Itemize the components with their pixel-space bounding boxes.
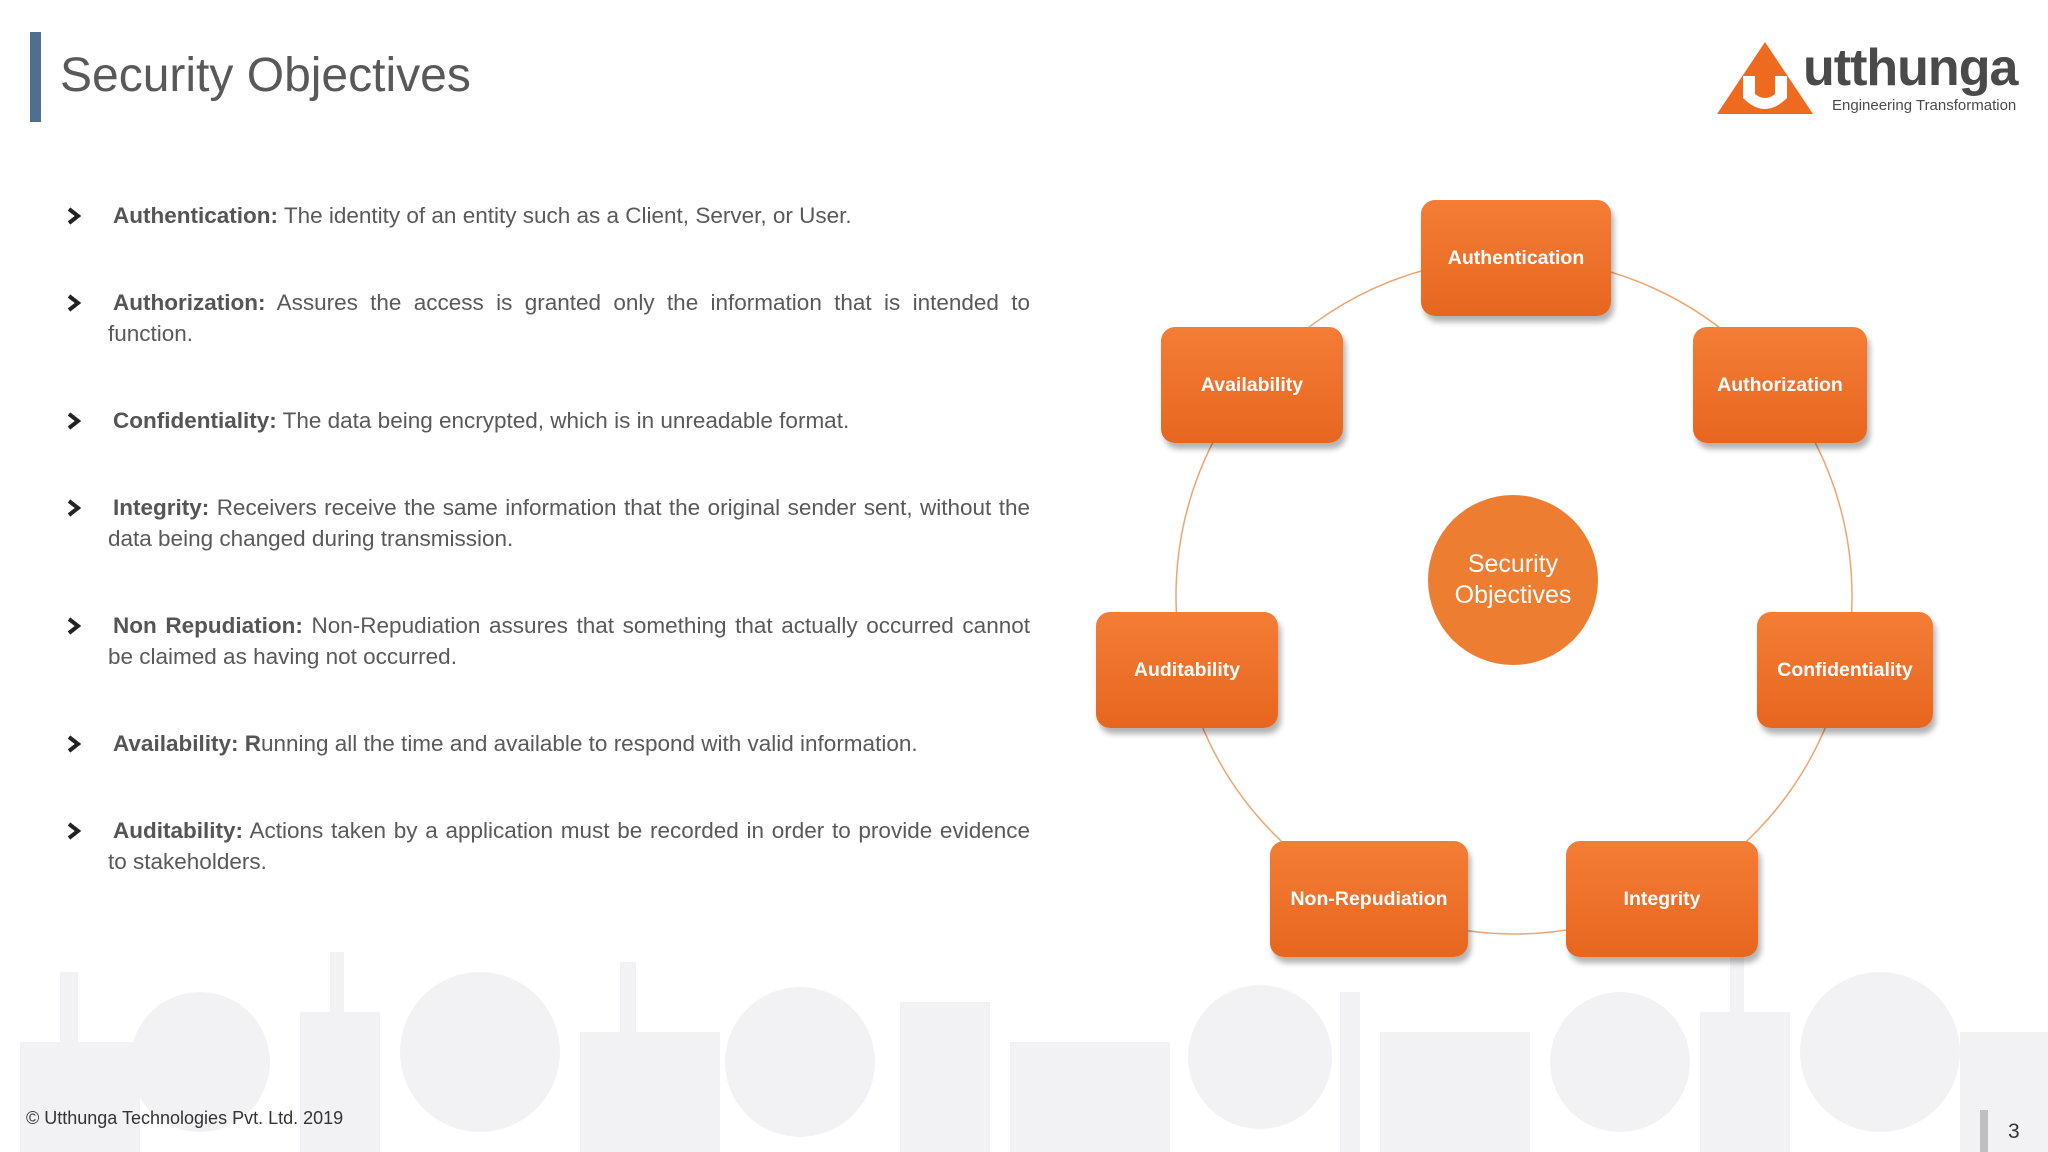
bullet-text: The identity of an entity such as a Client, Server, or User. bbox=[283, 203, 852, 228]
logo-name: utthunga bbox=[1803, 39, 2018, 97]
page-title: Security Objectives bbox=[60, 49, 471, 102]
logo-tagline: Engineering Transformation bbox=[1832, 97, 2017, 114]
page-number-bar bbox=[1980, 1110, 1988, 1152]
chevron-right-icon bbox=[66, 617, 82, 635]
list-item bbox=[66, 815, 1030, 877]
bullet-term: Authentication: bbox=[113, 203, 278, 228]
bullet-text: Receivers receive the same information that the original sender sent, without the data being changed during transmission. bbox=[108, 495, 1030, 551]
bullet-term: Non Repudiation: bbox=[113, 613, 303, 638]
page-number: 3 bbox=[2008, 1120, 2020, 1143]
title-accent-bar bbox=[30, 32, 41, 122]
bullet-term: Confidentiality: bbox=[113, 408, 277, 433]
list-item bbox=[66, 405, 1030, 436]
chevron-right-icon bbox=[66, 822, 82, 840]
node-confidentiality: Confidentiality bbox=[1757, 612, 1933, 728]
list-item bbox=[66, 287, 1030, 349]
logo-mark-icon bbox=[1715, 40, 1815, 116]
company-logo bbox=[1715, 39, 2018, 120]
center-node bbox=[1428, 495, 1598, 665]
center-label-line1: Security bbox=[1467, 550, 1559, 578]
bullet-term: Integrity: bbox=[113, 495, 210, 520]
node-authorization: Authorization bbox=[1693, 327, 1867, 443]
list-item bbox=[66, 610, 1030, 672]
footer-copyright: © Utthunga Technologies Pvt. Ltd. 2019 bbox=[26, 1108, 344, 1128]
chevron-right-icon bbox=[66, 412, 82, 430]
chevron-right-icon bbox=[66, 499, 82, 517]
node-availability: Availability bbox=[1161, 327, 1343, 443]
list-item bbox=[66, 728, 1030, 759]
bullet-term: Availability: R bbox=[113, 731, 261, 756]
list-item bbox=[66, 200, 1030, 231]
bullet-text: Assures the access is granted only the information that is intended to function. bbox=[108, 290, 1030, 346]
bullet-term: Authorization: bbox=[113, 290, 266, 315]
bullet-text: Non-Repudiation assures that something that actually occurred cannot be claimed as having not occurred. bbox=[108, 613, 1030, 669]
chevron-right-icon bbox=[66, 294, 82, 312]
chevron-right-icon bbox=[66, 207, 82, 225]
bullet-term: Auditability: bbox=[113, 818, 243, 843]
center-label-line2: Objectives bbox=[1454, 581, 1572, 609]
list-item bbox=[66, 492, 1030, 554]
chevron-right-icon bbox=[66, 735, 82, 753]
bullet-text: unning all the time and available to respond with valid information. bbox=[260, 731, 918, 756]
node-authentication: Authentication bbox=[1421, 200, 1611, 316]
node-non-repudiation: Non-Repudiation bbox=[1270, 841, 1468, 957]
node-auditability: Auditability bbox=[1096, 612, 1278, 728]
node-integrity: Integrity bbox=[1566, 841, 1758, 957]
bullet-text: The data being encrypted, which is in unreadable format. bbox=[282, 408, 850, 433]
bullet-text: Actions taken by a application must be recorded in order to provide evidence to stakeholders. bbox=[108, 818, 1030, 874]
